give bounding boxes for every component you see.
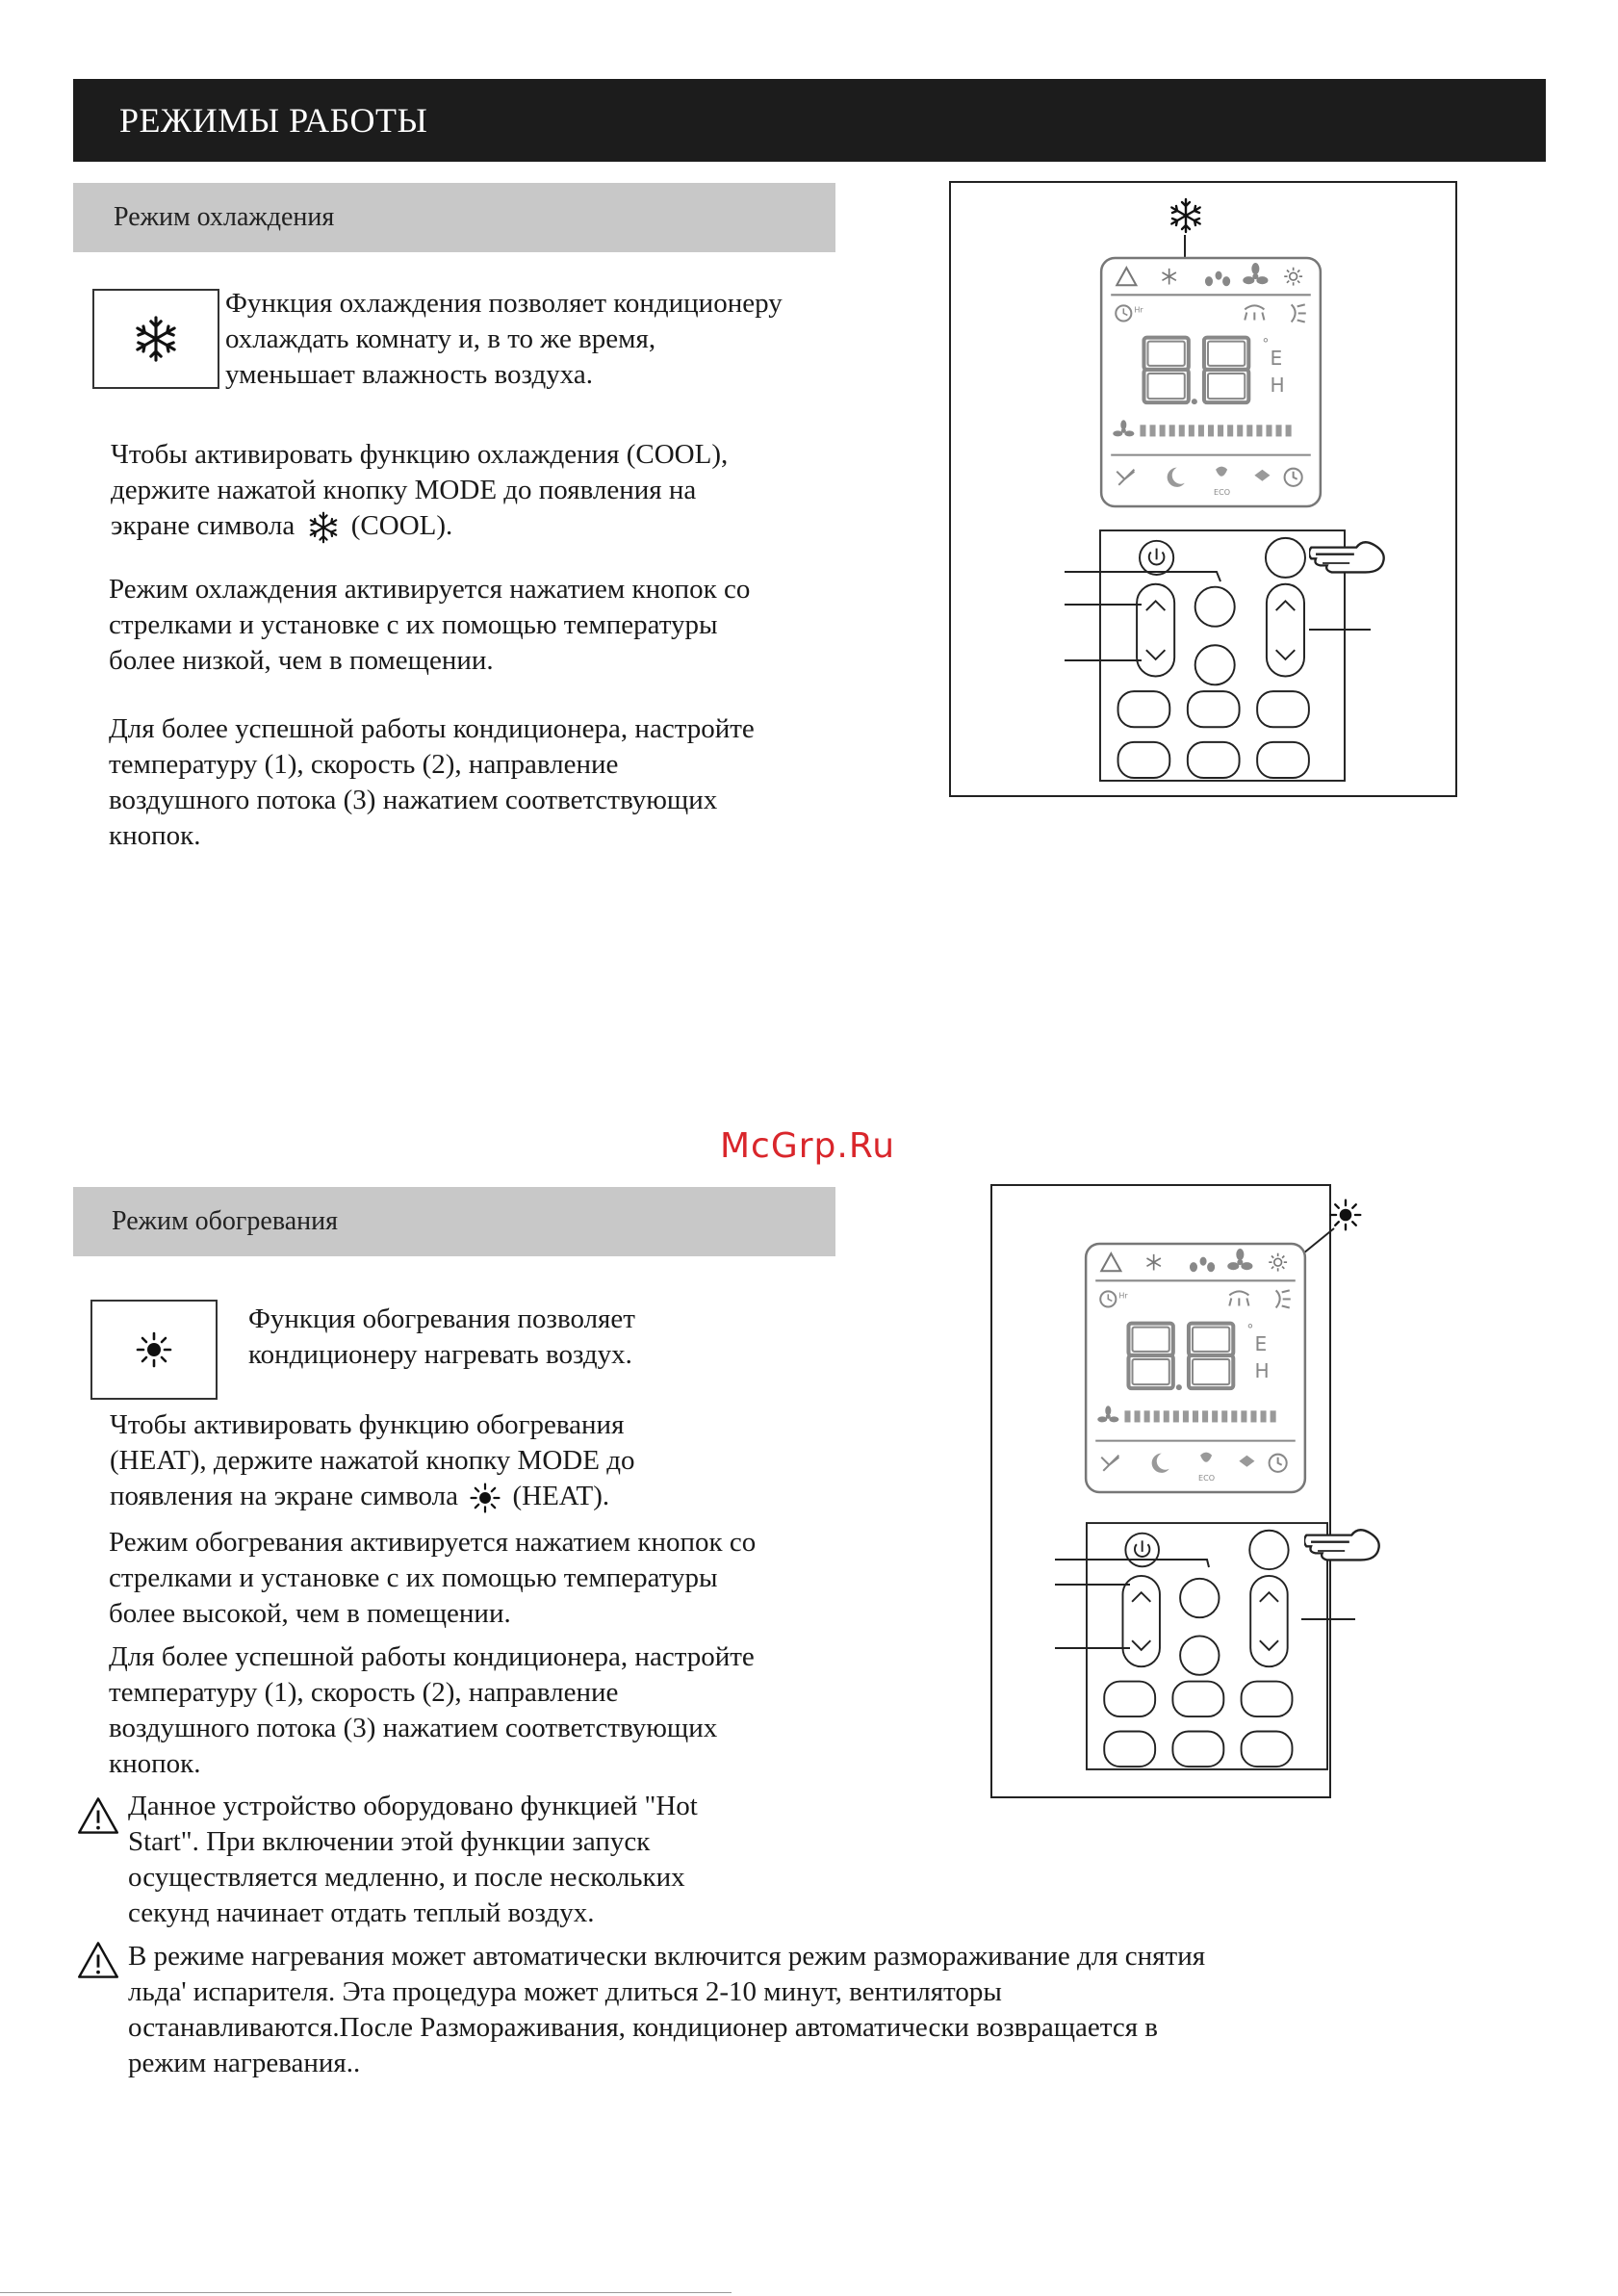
cool-intro-line: уменьшает влажность воздуха. xyxy=(225,359,593,390)
cool-section-header xyxy=(73,183,835,252)
warning-line: останавливаются.После Размораживания, кондиционер автоматически возвращается в xyxy=(128,2012,1158,2043)
heat-tips-line: температуру (1), скорость (2), направление xyxy=(109,1677,619,1708)
warning-line: режим нагревания.. xyxy=(128,2048,361,2078)
sun-icon xyxy=(469,1482,501,1514)
footer-rule xyxy=(0,2292,732,2293)
pointer-line xyxy=(1183,235,1187,258)
heat-icon-box xyxy=(90,1300,218,1400)
heat-activate-text xyxy=(110,1407,634,1514)
heat-activate-line3-post: (HEAT). xyxy=(512,1481,610,1511)
leader-lines xyxy=(1059,566,1463,682)
warning-line: осуществляется медленно, и после нескольких xyxy=(128,1862,685,1893)
cool-activate-line3-pre: экране символа xyxy=(111,510,295,541)
heat-arrows-line: более высокой, чем в помещении. xyxy=(109,1598,511,1629)
warning-line: Данное устройство оборудовано функцией "Hot xyxy=(128,1791,698,1821)
cool-section-title: Режим охлаждения xyxy=(114,202,335,232)
cool-activate-line: держите нажатой кнопку MODE до появления на xyxy=(111,475,697,505)
heat-activate-line: (HEAT), держите нажатой кнопку MODE до xyxy=(110,1445,635,1476)
sun-icon xyxy=(135,1330,173,1369)
heat-arrows-line: стрелками и установке с их помощью температуры xyxy=(109,1562,718,1593)
cool-tips-line: кнопок. xyxy=(109,820,201,851)
cool-tips-line: Для более успешной работы кондиционера, настройте xyxy=(109,713,755,744)
warning-line: В режиме нагревания может автоматически включится режим размораживание для снятия xyxy=(128,1941,1206,1972)
heat-section-header xyxy=(73,1187,835,1256)
cool-arrows-line: стрелками и установке с их помощью температуры xyxy=(109,609,718,640)
heat-activate-line xyxy=(110,1479,634,1514)
cool-arrows-text xyxy=(109,572,750,679)
warning-line: секунд начинает отдать теплый воздух. xyxy=(128,1897,595,1928)
warning-line: льда' испарителя. Эта процедура может длиться 2-10 минут, вентиляторы xyxy=(128,1976,1002,2007)
cool-activate-line3-post: (COOL). xyxy=(350,510,453,541)
heat-arrows-text xyxy=(109,1525,756,1632)
cool-tips-text xyxy=(109,711,755,854)
heat-tips-text xyxy=(109,1639,755,1782)
defrost-warning xyxy=(128,1939,1205,2081)
warning-icon xyxy=(77,1796,119,1835)
heat-section-title: Режим обогревания xyxy=(112,1206,338,1236)
warning-line: Start". При включении этой функции запуск xyxy=(128,1826,651,1857)
cool-tips-line: воздушного потока (3) нажатием соответствующих xyxy=(109,785,718,815)
cool-intro-line: Функция охлаждения позволяет кондиционеру xyxy=(225,288,783,319)
leader-lines xyxy=(1051,1556,1455,1662)
heat-tips-line: кнопок. xyxy=(109,1748,201,1779)
cool-intro xyxy=(225,286,783,393)
cool-activate-text xyxy=(111,437,728,545)
page-title: РЕЖИМЫ РАБОТЫ xyxy=(119,101,428,140)
snowflake-icon xyxy=(1167,196,1205,235)
heat-intro-line: кондиционеру нагревать воздух. xyxy=(248,1339,632,1370)
cool-activate-line: Чтобы активировать функцию охлаждения (COOL), xyxy=(111,439,729,470)
watermark: McGrp.Ru xyxy=(720,1126,896,1166)
snowflake-icon xyxy=(131,314,181,364)
heat-intro-line: Функция обогревания позволяет xyxy=(248,1303,635,1334)
warning-icon xyxy=(77,1941,119,1979)
heat-activate-line: Чтобы активировать функцию обогревания xyxy=(110,1409,625,1440)
cool-activate-line xyxy=(111,508,728,545)
cool-arrows-line: Режим охлаждения активируется нажатием кнопок со xyxy=(109,574,751,605)
cool-intro-line: охлаждать комнату и, в то же время, xyxy=(225,323,656,354)
heat-arrows-line: Режим обогревания активируется нажатием кнопок со xyxy=(109,1527,757,1558)
heat-activate-line3-pre: появления на экране символа xyxy=(110,1481,458,1511)
hot-start-warning xyxy=(128,1789,698,1931)
page-title-bar xyxy=(73,79,1546,162)
heat-intro xyxy=(248,1302,635,1373)
cool-tips-line: температуру (1), скорость (2), направление xyxy=(109,749,619,780)
cool-arrows-line: более низкой, чем в помещении. xyxy=(109,645,494,676)
lcd-display xyxy=(1084,1242,1307,1494)
lcd-display xyxy=(1099,256,1323,508)
snowflake-icon xyxy=(306,510,341,545)
cool-icon-box xyxy=(92,289,219,389)
heat-tips-line: воздушного потока (3) нажатием соответствующих xyxy=(109,1713,718,1743)
heat-tips-line: Для более успешной работы кондиционера, настройте xyxy=(109,1641,755,1672)
